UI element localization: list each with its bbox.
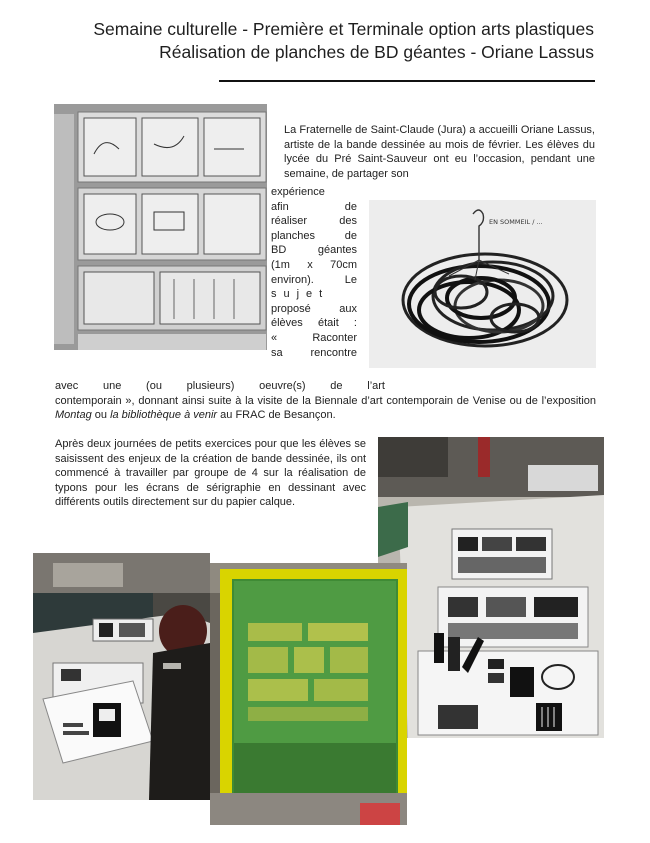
- paragraph-2: Après deux journées de petits exercices pour que les élèves se saisissent des enjeux de la création de bande dessinée, ils ont commencé à travailler par groupe de 4 sur la réalisation de typons pour les écrans de sérigraphie en dessinant avec différents outils directement sur du papier calque.: [55, 438, 366, 509]
- drawing-caption: EN SOMMEIL / ...: [489, 218, 543, 226]
- paragraph-1-line: proposé aux: [271, 302, 357, 315]
- photo-students-drawing: [33, 553, 210, 800]
- tail-mid: ou: [91, 409, 111, 422]
- photo-boards-on-table: [378, 437, 604, 738]
- paragraph-1-line: afin de: [271, 200, 357, 213]
- paragraph-1-line: sujet: [271, 288, 330, 301]
- paragraph-1-tail-rest: [55, 394, 596, 423]
- work-title-montag: Montag: [55, 409, 92, 422]
- title-line-2: Réalisation de planches de BD géantes - Oriane Lassus: [159, 42, 594, 62]
- page-title: [93, 18, 594, 64]
- drawing-scribble-cloud: [369, 200, 596, 368]
- paragraph-1-intro: La Fraternelle de Saint-Claude (Jura) a accueilli Oriane Lassus, artiste de la bande dessinée au mois de février. Les élèves du lycée du Pré Saint-Sauveur ont eu l’occasion, pendant une semaine, de partager son: [284, 124, 595, 180]
- paragraph-1-line: sa rencontre: [271, 346, 357, 359]
- paragraph-1-line: élèves était :: [271, 317, 357, 330]
- title-line-1: Semaine culturelle - Première et Terminale option arts plastiques: [93, 19, 594, 39]
- paragraph-1-line: réaliser des: [271, 215, 357, 228]
- tail-end: au FRAC de Besançon.: [217, 409, 336, 422]
- tail-start: contemporain », donnant ainsi suite à la visite de la Biennale d’art contemporain de Venise ou de l’exposition: [55, 394, 596, 407]
- paragraph-1-line: expérience: [271, 186, 325, 198]
- photo-comic-boards-wall: [54, 104, 267, 350]
- paragraph-1-line: (1m x 70cm: [271, 258, 357, 271]
- paragraph-1-tail-line1: avec une (ou plusieurs) oeuvre(s) de l’art: [55, 380, 385, 392]
- paragraph-1-tail: [55, 379, 596, 423]
- paragraph-1-narrow-column: [271, 185, 357, 360]
- paragraph-1-line: « Raconter: [271, 331, 357, 344]
- paragraph-1-line: environ). Le: [271, 273, 357, 286]
- paragraph-1-line: BD géantes: [271, 244, 357, 257]
- paragraph-1-line: planches de: [271, 229, 357, 242]
- photo-screen-printing-frame: [210, 563, 407, 825]
- title-rule: [219, 80, 595, 82]
- work-title-bibliotheque: la bibliothèque à venir: [110, 409, 218, 422]
